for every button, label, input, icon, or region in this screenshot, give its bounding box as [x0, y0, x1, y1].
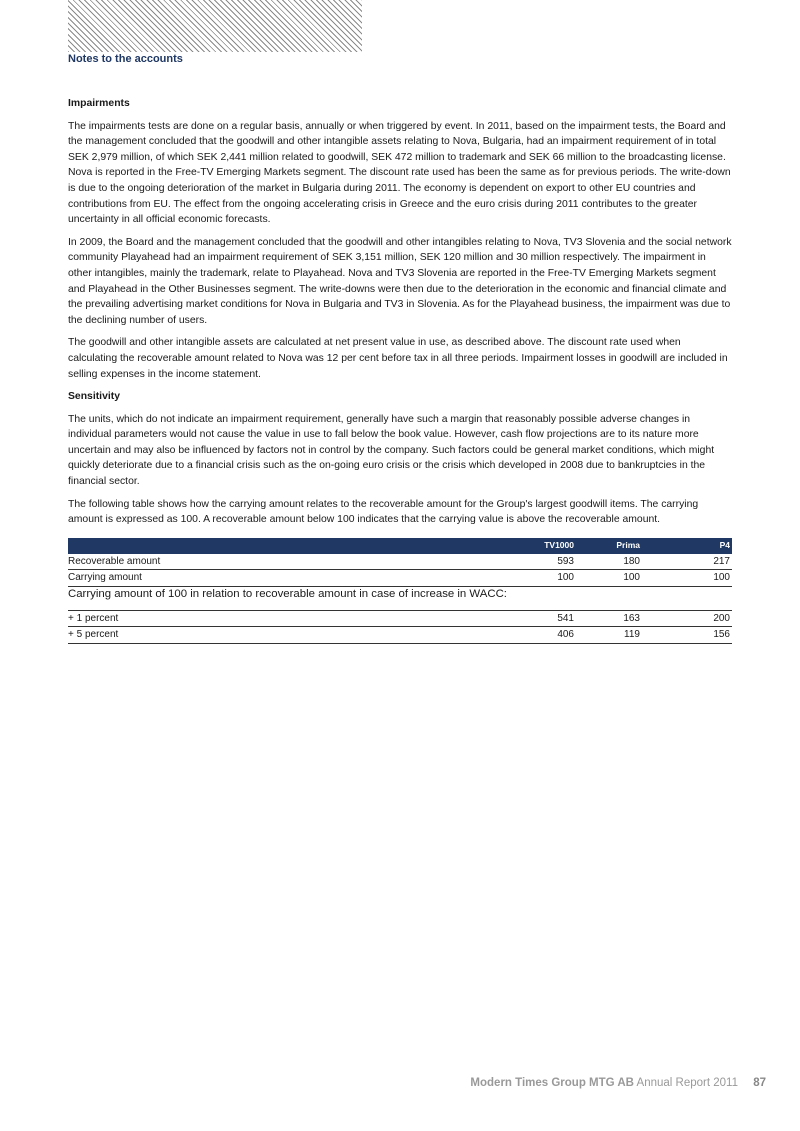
section-title: Notes to the accounts	[68, 53, 183, 65]
table-header-row	[68, 538, 732, 554]
cell-value: 406	[488, 627, 586, 644]
page-footer	[470, 1077, 766, 1089]
cell-value: 100	[586, 570, 654, 587]
footer-report: Annual Report 2011	[636, 1077, 738, 1089]
row-label: Carrying amount	[68, 570, 488, 587]
cell-value: 119	[586, 627, 654, 644]
cell-value: 100	[488, 570, 586, 587]
sensitivity-heading: Sensitivity	[68, 391, 120, 403]
cell-value: 156	[654, 627, 732, 644]
sensitivity-paragraph-1: The units, which do not indicate an impairment requirement, generally have such a margin that reasonably possible adverse changes in individual parameters would not cause the value in use to fall below the book value. However, cash flow projections are to its nature more uncertain and may also be influenced by factors not in control by the company. Such factors could be general market conditions, which might quickly deteriorate due to a financial crisis such as the on-going euro crisis or the crisis which developed in 2008 due to bankruptcies in the financial sector.	[68, 413, 715, 488]
cell-value: 593	[488, 554, 586, 570]
impairments-heading: Impairments	[68, 98, 130, 109]
table-row	[68, 627, 732, 644]
header-hatch-decoration	[68, 0, 362, 52]
cell-value: 217	[654, 554, 732, 570]
wacc-table-caption: Carrying amount of 100 in relation to recoverable amount in case of increase in WACC:	[68, 588, 507, 601]
table-row	[68, 554, 732, 570]
table-row	[68, 570, 732, 587]
row-label: + 1 percent	[68, 610, 488, 627]
impairments-paragraph-1: The impairments tests are done on a regular basis, annually or when triggered by event. In 2011, based on the impairment tests, the Board and the management concluded that the goodwill and other intangible assets relating to Nova, Bulgaria, had an impairment requirement of in total SEK 2,979 million, of which SEK 2,441 million related to goodwill, SEK 472 million to trademark and SEK 66 million to the broadcasting license. Nova is reported in the Free-TV Emerging Markets segment. The discount rate used has been the same as for previous periods. The write-down is due to the ongoing deterioration of the market in Bulgaria during 2011. The economy is dependent on export to other EU countries and contributions from EU. The effect from the ongoing accelerating crisis in Greece and the euro crisis during 2011 contributes to the greater uncertainty in all official economic forecasts.	[68, 120, 731, 226]
cell-value: 200	[654, 610, 732, 627]
wacc-sensitivity-table	[68, 610, 732, 644]
table-row	[68, 610, 732, 627]
recoverable-amount-table	[68, 538, 732, 587]
main-content	[68, 96, 732, 644]
table-header-blank	[68, 538, 488, 554]
row-label: + 5 percent	[68, 627, 488, 644]
column-header-p4: P4	[654, 538, 732, 554]
cell-value: 100	[654, 570, 732, 587]
impairments-paragraph-2: In 2009, the Board and the management concluded that the goodwill and other intangibles relating to Nova, TV3 Slovenia and the social network community Playahead had an impairment requirement of SEK 3,151 million, SEK 120 million and 30 million respectively. The impairment in other intangibles, mainly the trademark, relate to Playahead. Nova and TV3 Slovenia are reported in the Free-TV Emerging Markets segment and Playahead in the Other Businesses segment. The write-downs were then due to the deterioration in the economic and financial climate and the prevailing advertising market conditions for Nova in Bulgaria and TV3 in Slovenia. As for the Playahead business, the impairment was due to the declining number of users.	[68, 236, 732, 326]
row-label: Recoverable amount	[68, 554, 488, 570]
cell-value: 541	[488, 610, 586, 627]
cell-value: 163	[586, 610, 654, 627]
column-header-prima: Prima	[586, 538, 654, 554]
sensitivity-paragraph-2: The following table shows how the carrying amount relates to the recoverable amount for the Group's largest goodwill items. The carrying amount is expressed as 100. A recoverable amount below 100 indicates that the carrying value is above the recoverable amount.	[68, 498, 699, 526]
column-header-tv1000: TV1000	[488, 538, 586, 554]
footer-company: Modern Times Group MTG AB	[470, 1077, 634, 1089]
impairments-paragraph-3: The goodwill and other intangible assets are calculated at net present value in use, as described above. The discount rate used when calculating the recoverable amount related to Nova was 12 per cent before tax in all three periods. Impairment losses in goodwill are included in selling expenses in the income statement.	[68, 337, 728, 380]
page-number: 87	[753, 1077, 766, 1089]
cell-value: 180	[586, 554, 654, 570]
